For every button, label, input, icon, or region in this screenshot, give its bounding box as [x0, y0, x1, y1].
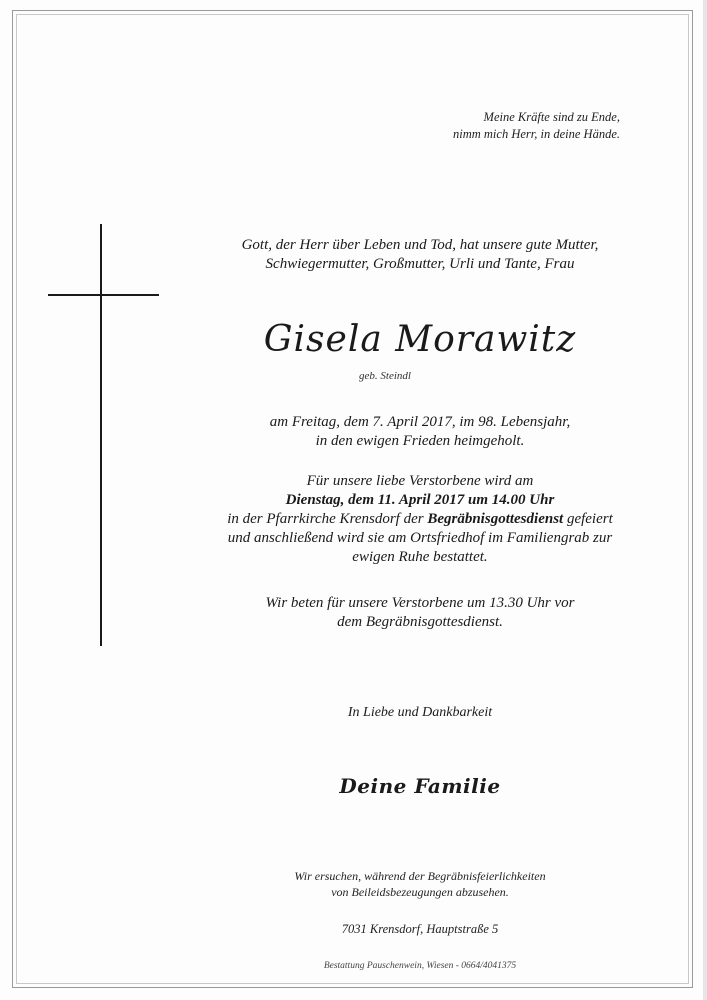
maiden-name: geb. Steindl — [359, 370, 411, 382]
prayer-line-1: Wir beten für unsere Verstorbene um 13.30 Uhr vor — [265, 595, 575, 611]
motto-line-2: nimm mich Herr, in deine Hände. — [453, 127, 620, 141]
service-line-3-end: gefeiert — [563, 511, 613, 527]
cross-icon-horizontal-beam — [48, 294, 159, 296]
intro-text — [190, 236, 650, 274]
death-line-1: am Freitag, dem 7. April 2017, im 98. Lebensjahr, — [269, 414, 571, 430]
condolence-request — [190, 868, 650, 900]
death-notice — [190, 413, 650, 451]
family-address: 7031 Krensdorf, Hauptstraße 5 — [341, 922, 499, 936]
intro-line-2: Schwiegermutter, Großmutter, Urli und Tante, Frau — [265, 256, 575, 272]
service-line-4: und anschließend wird sie am Ortsfriedhof im Familiengrab zur — [227, 530, 613, 546]
closing-thanks: In Liebe und Dankbarkeit — [347, 705, 493, 720]
motto-verse — [380, 109, 620, 143]
intro-line-1: Gott, der Herr über Leben und Tod, hat unsere gute Mutter, — [241, 237, 599, 253]
service-line-5: ewigen Ruhe bestattet. — [352, 549, 488, 565]
deceased-name: Gisela Morawitz — [263, 319, 577, 360]
request-line-2: von Beileidsbezeugungen abzusehen. — [331, 885, 509, 899]
motto-line-1: Meine Kräfte sind zu Ende, — [483, 110, 620, 124]
service-type: Begräbnisgottesdienst — [427, 511, 564, 527]
cross-icon-vertical-beam — [100, 224, 102, 646]
service-line-1: Für unsere liebe Verstorbene wird am — [306, 473, 534, 489]
scan-edge — [703, 0, 707, 1000]
funeral-service-notice — [190, 472, 650, 567]
undertaker-info: Bestattung Pauschenwein, Wiesen - 0664/4041375 — [323, 961, 517, 971]
service-line-3-start: in der Pfarrkirche Krensdorf der — [227, 511, 428, 527]
request-line-1: Wir ersuchen, während der Begräbnisfeierlichkeiten — [294, 869, 546, 883]
prayer-notice — [190, 594, 650, 632]
family-signature: Deine Familie — [339, 774, 501, 798]
service-line-3 — [190, 510, 650, 529]
death-line-2: in den ewigen Frieden heimgeholt. — [315, 433, 525, 449]
prayer-line-2: dem Begräbnisgottesdienst. — [337, 614, 503, 630]
service-date: Dienstag, dem 11. April 2017 um 14.00 Uhr — [285, 492, 555, 508]
